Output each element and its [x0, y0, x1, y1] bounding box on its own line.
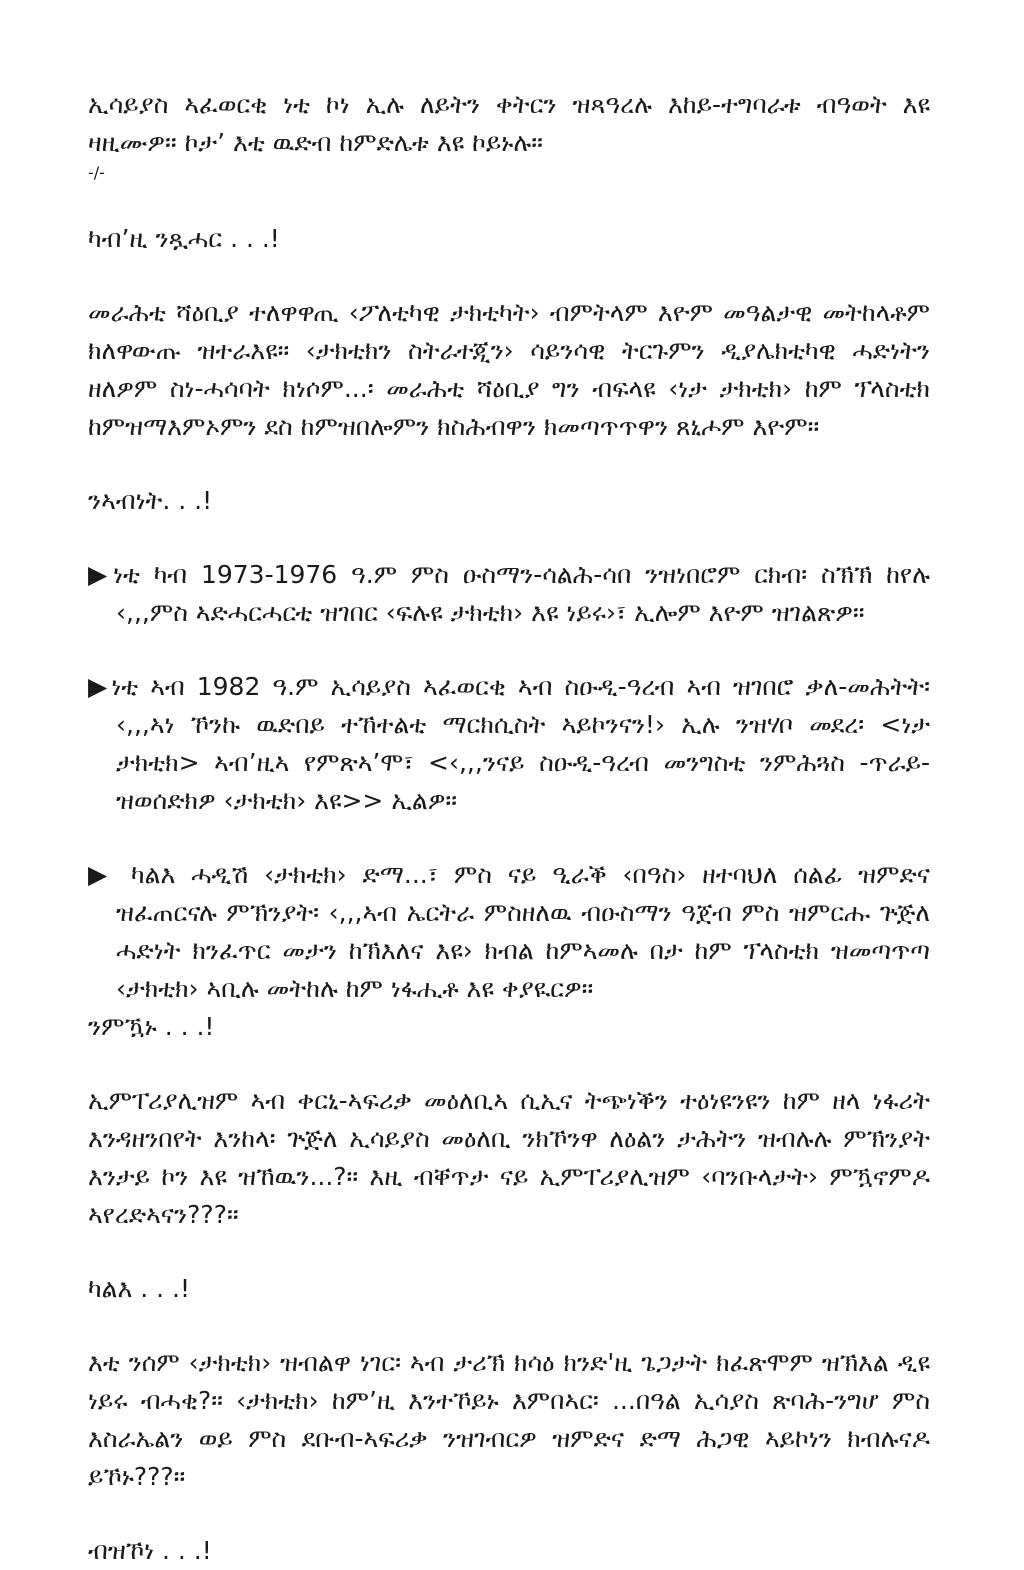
- bullet-1982: ▶ነቲ ኣብ 1982 ዓ.ም ኢሳይያስ ኣፈወርቂ ኣብ ስዑዲ-ዓረብ ኣብ ዝገበሮ ቃለ-መሕትት፡ ‹,,,ኣነ ኾንኩ ዉድበይ ተኸተልቲ ማርክሲስት ኣይኮንናን!› ኢሉ ንዝሃቦ መደረ፡ <ነታ ታክቲክ> ኣብ’ዚኣ የምጽኣ’ሞ፣ <‹,,,ንናይ ስዑዲ-ዓረብ መንግስቲ ንምሕጓስ -ጥራይ- ዝወሰድክዎ ‹ታክቲክ› እዩ>> ኢልዎ።: [88, 672, 930, 815]
- bullet-1973-1976: ▶ነቲ ካብ 1973-1976 ዓ.ም ምስ ዑስማን-ሳልሕ-ሳበ ንዝነበሮም ርክብ፡ ስኽኽ ከየሉ ‹,,,ምስ ኣድሓርሓርቲ ዝገበር ‹ፍሉዩ ታክቲክ› እዩ ነይሩ›፣ ኢሎም እዮም ዝገልጽዎ።: [88, 560, 930, 627]
- bullet-baath: ▶ ካልእ ሓዲሽ ‹ታክቲክ› ድማ...፣ ምስ ናይ ዒራቕ ‹በዓስ› ዘተባህለ ሰልፊ ዝምድና ዝፈጠርናሉ ምኽንያት፡ ‹,,,ኣብ ኤርትራ ምስዘለዉ ብዑስማን ዓጀብ ምስ ዝምርሑ ጕጅለ ሓድነት ክንፈጥር መታን ከኽእለና እዩ› ክብል ከምኣመሉ በታ ከም ፕላስቲክ ዝመጣጥጣ ‹ታክቲክ› ኣቢሉ መትከሉ ከም ነፋሒቶ እዩ ቀያዪርዎ።: [88, 860, 930, 1003]
- paragraph-tactics: መራሕቲ ሻዕቢያ ተለዋዋጢ ‹ፖለቲካዊ ታክቲካት› ብምትላም እዮም መዓልታዊ መትከላቶም ክለዋውጡ ዝተራእዩ። ‹ታክቲክን ስትራተጂን› ሳይንሳዊ ትርጉምን ዲያሌክቲካዊ ሓድነትን ዘለዎም ስነ-ሓሳባት ክነሶም...፡ መራሕቲ ሻዕቢያ ግን ብፍላዩ ‹ነታ ታክቲክ› ከም ፕላስቲክ ከምዝማእምኦምን ደስ ከምዝበሎምን ክስሕብዋን ክመጣጥጥዋን ጸኒሖም እዮም።: [88, 298, 930, 441]
- heading-therefore: ንምዃኑ . . .!: [88, 1012, 215, 1041]
- heading-another: ካልእ . . .!: [88, 1274, 190, 1303]
- heading-anyway: ብዝኾነ . . .!: [88, 1536, 212, 1565]
- paragraph-israel: እቲ ንሰም ‹ታክቲክ› ዝብልዋ ነገር፡ ኣብ ታሪኽ ክሳዕ ክንድ'ዚ ጌጋታት ክፈጽሞም ዝኽእል ዲዩ ነይሩ ብሓቂ?። ‹ታክቲክ› ከም’ዚ እንተኾይኑ እምበኣር፡ ...በዓል ኢሳያስ ጽባሕ-ንግሆ ምስ እስራኤልን ወይ ምስ ደቡብ-ኣፍሪቃ ንዝገብርዎ ዝምድና ድማ ሕጋዊ ኣይኮነን ክብሉናዶ ይኾኑ???።: [88, 1348, 930, 1491]
- intro-paragraph: ኢሳይያስ ኣፈወርቂ ነቲ ኮነ ኢሉ ለይትን ቀትርን ዝጻዓረሉ እከይ-ተግባራቱ ብዓወት እዩ ዛዚሙዎ። ኮታ’ እቲ ዉድብ ከምድሌቱ እዩ ኮይኑሉ።: [88, 90, 930, 157]
- heading-kab-zi: ካብ’ዚ ንጿሓር . . .!: [88, 224, 280, 253]
- paragraph-imperialism: ኢምፐሪያሊዝም ኣብ ቀርኒ-ኣፍሪቃ መዕለቢኣ ሲኢና ትጭነቕን ተዕነዩንዩን ከም ዘላ ነፋሪት እንዳዘንበየት እንከላ፡ ጕጅለ ኢሳይያስ መዕለቢ ንክኾንዋ ለዕልን ታሕትን ዝብሉሉ ምኽንያት እንታይ ኮን እዩ ዝኸዉን...?። እዚ ብቐጥታ ናይ ኢምፐሪያሊዝም ‹ባንቡላታት› ምዃኖምዶ ኣየረድኣናን???።: [88, 1086, 930, 1229]
- heading-example: ንኣብነት. . .!: [88, 486, 213, 515]
- document-page: [88, 86, 930, 1570]
- section-separator: -/-: [88, 163, 105, 182]
